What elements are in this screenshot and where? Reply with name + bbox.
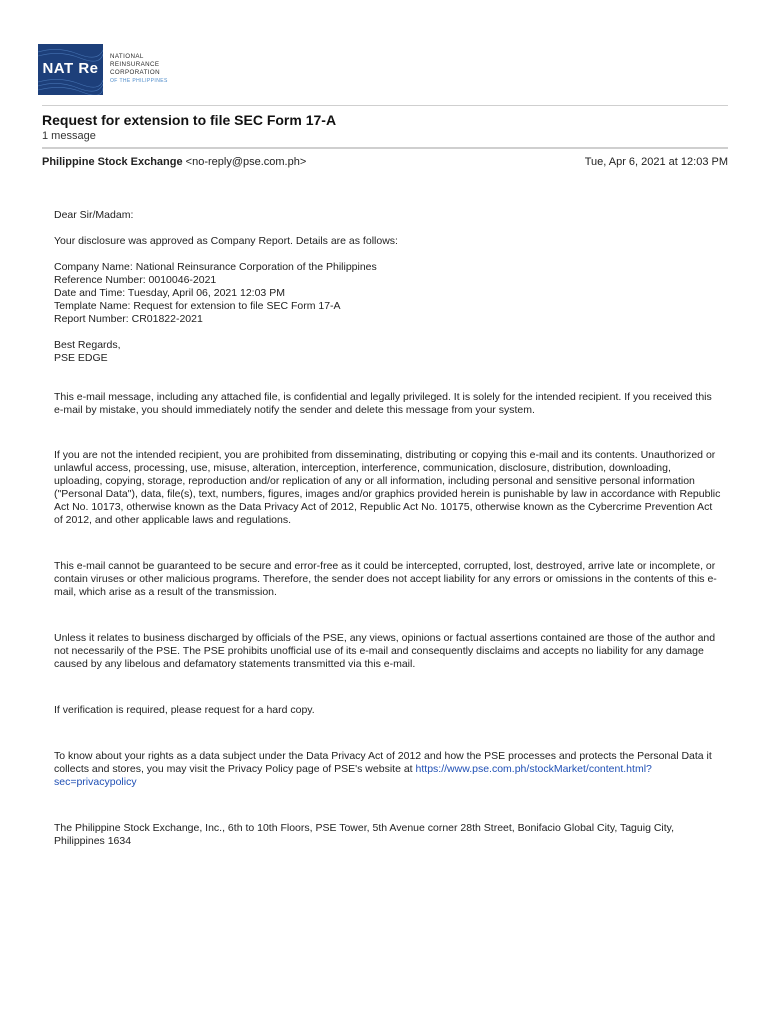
details-block (54, 261, 722, 326)
company-logo (38, 44, 168, 95)
message-count: 1 message (42, 130, 96, 142)
sender-email[interactable]: <no-reply@pse.com.ph> (185, 156, 307, 168)
thread-divider (42, 147, 728, 149)
signoff-block (54, 339, 722, 365)
logo-mark-box (38, 44, 103, 95)
greeting: Dear Sir/Madam: (54, 209, 134, 221)
disclaimer-privacy-law: If you are not the intended recipient, you are prohibited from disseminating, distributing or copying this e-mail and its contents. Unauthorized or unlawful access, processing, use, misuse, alteration, interception, interference, communication, disclosure, distribution, downloading, uploading, copying, storage, reproduction and/or replication of any or all information, including personal and sensitive personal information ("Personal Data"), data, file(s), text, numbers, figures, images and/or graphics provided herein is punishable by law in accordance with Republic Act No. 10173, otherwise known as the Data Privacy Act of 2012, Republic Act No. 10175, otherwise known as the Cybercrime Prevention Act of 2012, and other applicable laws and regulations. (54, 449, 721, 526)
sender-line (42, 156, 306, 168)
disclaimer-views: Unless it relates to business discharged by officials of the PSE, any views, opinions or factual assertions contained are those of the author and not necessarily of the PSE. The PSE prohibits unofficial use of its e-mail and consequently disclaims and accepts no liability for any damage caused by any libelous and defamatory statements transmitted via this e-mail. (54, 632, 716, 670)
disclaimer-confidential: This e-mail message, including any attached file, is confidential and legally privileged. It is solely for the intended recipient. If you received this e-mail by mistake, you should immediately notify the sender and delete this message from your system. (54, 391, 712, 416)
detail-reference-number: Reference Number: 0010046-2021 (54, 274, 217, 286)
signature: PSE EDGE (54, 352, 108, 364)
logo-wordmark (110, 53, 168, 85)
logo-line-1: NATIONAL (110, 53, 144, 60)
closing: Best Regards, (54, 339, 121, 351)
email-date: Tue, Apr 6, 2021 at 12:03 PM (584, 156, 728, 168)
logo-line-2: REINSURANCE (110, 61, 160, 68)
disclaimer-security: This e-mail cannot be guaranteed to be secure and error-free as it could be intercepted, corrupted, lost, destroyed, arrive late or incomplete, or contain viruses or other malicious programs. Therefore, the sender does not accept liability for any errors or omissions in the contents of this e-mail, which arise as a result of the transmission. (54, 560, 717, 598)
privacy-notice (54, 750, 722, 789)
detail-date-time: Date and Time: Tuesday, April 06, 2021 12:03 PM (54, 287, 285, 299)
logo-mark-text: NAT Re (42, 60, 99, 77)
privacy-text: To know about your rights as a data subject under the Data Privacy Act of 2012 and how the PSE processes and protects the Personal Data it collects and stores, you may visit the Privacy Policy page of PSE's website at (54, 750, 712, 775)
detail-report-number: Report Number: CR01822-2021 (54, 313, 203, 325)
email-subject: Request for extension to file SEC Form 17-A (42, 112, 337, 128)
company-address: The Philippine Stock Exchange, Inc., 6th to 10th Floors, PSE Tower, 5th Avenue corner 28th Street, Bonifacio Global City, Taguig City, Philippines 1634 (54, 822, 675, 847)
sender-name: Philippine Stock Exchange (42, 156, 183, 168)
header-divider (42, 105, 728, 106)
verification-note: If verification is required, please request for a hard copy. (54, 704, 315, 716)
email-body (54, 209, 722, 848)
logo-line-3: CORPORATION (110, 69, 161, 76)
privacy-policy-link[interactable]: https://www.pse.com.ph/stockMarket/content.html?sec=privacypolicy (54, 763, 652, 788)
intro-paragraph: Your disclosure was approved as Company Report. Details are as follows: (54, 235, 398, 247)
detail-company-name: Company Name: National Reinsurance Corporation of the Philippines (54, 261, 377, 273)
logo-sub-line: OF THE PHILIPPINES (110, 78, 168, 84)
detail-template-name: Template Name: Request for extension to file SEC Form 17-A (54, 300, 341, 312)
